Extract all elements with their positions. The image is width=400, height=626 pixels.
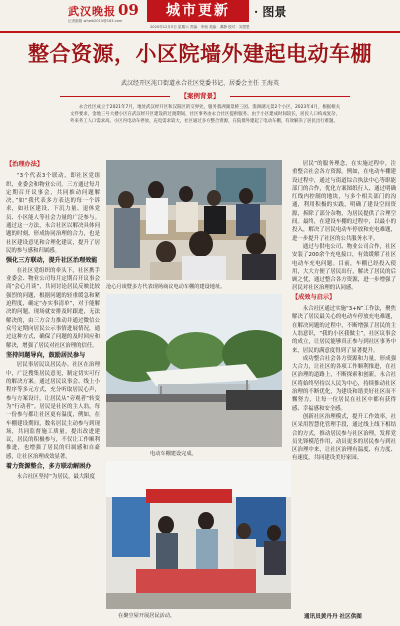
column-left (6, 160, 100, 620)
date-line: 2020年12月5日 星期六 责编：李奥 美编：谭静 校对：刘思思 (150, 25, 250, 29)
section-tag-results: 【成效与启示】 (292, 293, 336, 301)
hotline: 记者邮箱 whwb2015@163.com (68, 19, 123, 23)
page-number: 09 (118, 1, 139, 19)
lead-tag: 【案例背景】 (170, 91, 230, 101)
paragraph: “3个代表3个联动，即社区党组织、业委会和物业公司。三方通过每月定期召开议事会，共同推动问题解决。”如“我代表多方表达的每一个诉求，如社区建设、下沉力量、退休党员、小区能人等社会力量的广泛参与。通过这一方法，永合社区以解决具体问题的时刻，形成协同治理的合力，也是社区建设意见和合理化建议，提升了居民的参与感和归属感。 (6, 173, 100, 254)
masthead-rule (0, 31, 400, 33)
section-subtitle: · 图景 (254, 5, 287, 19)
paragraph: 永合社区坚持“为居民，最大限度 (16, 473, 96, 480)
paragraph: 居民”的服务理念，在实施过程中，注重整合社会各方资源。例如，在电动车棚建设过程中，通过与街道综合执法中心等职能部门的合作，优化方案图纸行人、通过明确红线内控制的地块，与多个相关部门的沟通，利用积极的实践，明确了建设空间资源，拆除了部分杂物，为居民提供了合理空间。最终，在建设车棚的过程中，以最小的投入，解决了居民电动车停放和充电难题，进一步提升了社区的公共服务水平。 (292, 161, 396, 242)
paper-name: 武汉晚报 (68, 5, 116, 18)
article-headline: 整合资源，小区院墙外建起电动车棚 (28, 42, 372, 66)
lead-paragraph: 永合社区成立于2021年7月，地处武汉经开区和汉阳区的交界处，服务翡洲湖景桥三园、翡洲湖元景2个小区，2023年4月，根据相关文件要求，金地三号大楼小区在武汉经开区建设的过渡期间，社区事务由永合社区提供服务。由于小区建成时间较长，居民人口构成复杂，外来务工人口需求高。小区内电动车停放、充电需求较大，社区通过多方整合资源，在院墙外建起了电动车棚，有效解决了居民出行难题。 (70, 105, 340, 125)
photo-carport (106, 294, 282, 447)
subheading: 强化三方联动，提升社区治理效能 (6, 257, 98, 265)
activity-photo-image (106, 461, 291, 609)
paragraph: 在社区党组织的牵头下，社区携手业委会、物业公司每月定期召开议事会商“会心月谈”，共同讨论居民反映比较强烈的问题，根据问题的轻重缓急和紧迫程度，确定“办实事清单”，对于能解决的问题，现场就安排及时跟进，无法解决的，由三方合力推动并通过微信公众号定期向居民公示事情进展情况，通过这种方式，确保了问题的及时回应和解决，增强了居民对社区治理的信任。 (6, 267, 100, 349)
section-tag-method: 【治理办法】 (6, 161, 44, 168)
masthead (0, 0, 400, 36)
caption-photo-meeting: 沧心月谈暨多方代表现场商议电动车棚的建设地址。 (106, 284, 226, 290)
subheading: 坚持问题导向，鼓励居民参与 (6, 351, 86, 359)
meeting-photo-image (106, 160, 282, 280)
carport-photo-image (106, 294, 282, 447)
section-title: 城市更新 (147, 0, 249, 22)
paragraph: 居民事居民议居民办。社区在治理中，广泛搜集居民意见，制定切实可行的解决方案。通过居民议事会、线上小程序等多元方式，充分听取居民心声，参与方案设计，让居民从“旁观者”转变为“行动者”。居民是社区的主人翁，每一份参与都让社区更有温度，例如，在车棚建设期间，数名居民主动参与到现场，共同监督施工质量，提出改进建议，居民的积极参与，不仅让工作顺利推进，也增强了居民的归属感和自豪感，让社区治理成效显著。 (6, 362, 100, 460)
paragraph: 创新社区治理模式，提升工作效率，社区采用智慧化管理手段，通过线上线下相结合的方式，推动居民参与社区治理，发挥党员先锋模范作用，动员更多的居民参与到社区治理中来，让社区治理有温度、有力度、有速度，共同建设美好家园。 (292, 413, 396, 462)
paragraph: 通过与供电公司、物业公司合作，社区安装了200余个充电接口，有效缓解了社区电动车充电问题。目前，车棚已经投入使用，大大方便了居民出行，解决了居民的后顾之忧，通过整合各方资源，进一步增强了居民对社区治理的认同感。 (292, 243, 396, 292)
paragraph: 永合社区通过实施“3+N”工作法，聚焦解决了居民最关心的电动车停放充电难题，在解决问题的过程中，不断增强了居民的主人翁意识，“我的小区我做主”，社区议事会的成立，让居民能够真正参与到社区事务中来，居民的满意度得到了显著提升。 (292, 306, 396, 354)
article-byline: 武汉经开区沌口街道永合社区党委书记、居委会主任 王海英 (121, 80, 279, 87)
caption-photo-activity: 在聚空屋开展居民活动。 (118, 613, 176, 619)
subheading: 着力资源整合，多方联动解困办 (6, 462, 92, 470)
photo-meeting (106, 160, 282, 280)
paragraph: 成功整合社会各方资源和力量，形成强大合力，让社区的各项工作顺利推进，在社区治理的道路上，不断探索和创新，永合社区将始终坚持以人民为中心，持续推动社区治理的不断优化，为建设和谐美好社区而不懈努力，让每一位居民在社区中都有获得感、幸福感和安全感。 (292, 355, 396, 412)
article-signature: 通讯员黄丹丹 社区供图 (304, 614, 362, 620)
photo-activity (106, 461, 291, 609)
caption-photo-carport: 电动车棚建设完成。 (150, 451, 197, 457)
column-right (292, 160, 396, 610)
